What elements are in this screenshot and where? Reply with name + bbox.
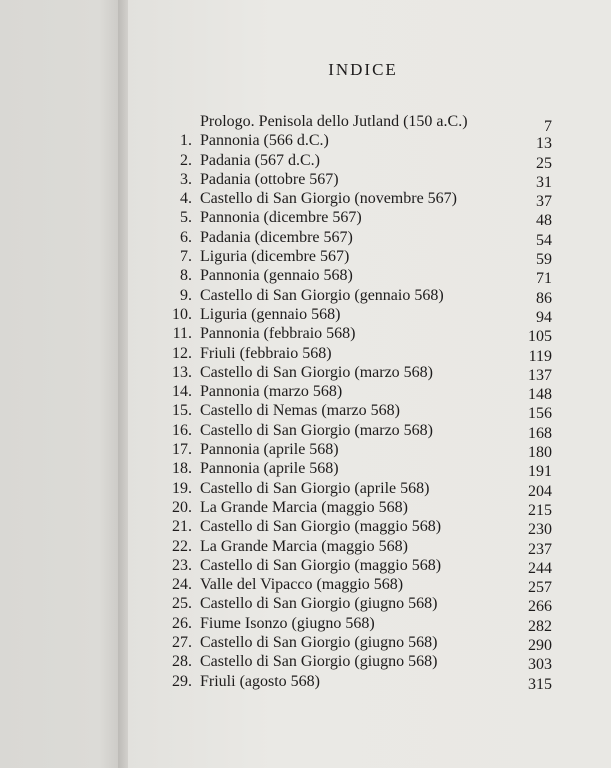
chapter-title: Liguria (gennaio 568) — [200, 305, 341, 323]
page-number: 156 — [528, 405, 552, 423]
toc-entry — [160, 344, 560, 363]
toc-entry — [160, 556, 560, 575]
chapter-number: 13. — [172, 363, 192, 381]
chapter-number: 26. — [172, 614, 192, 632]
chapter-title: Castello di San Giorgio (aprile 568) — [200, 479, 430, 497]
chapter-title: La Grande Marcia (maggio 568) — [200, 498, 408, 516]
toc-entry — [160, 189, 560, 211]
chapter-number: 2. — [180, 151, 192, 169]
chapter-number: 29. — [172, 672, 192, 690]
page-number: 25 — [536, 154, 552, 172]
page-number: 237 — [528, 540, 552, 558]
toc-entry — [160, 266, 560, 288]
toc-entry — [160, 305, 560, 324]
chapter-number: 15. — [172, 402, 192, 420]
chapter-number: 10. — [172, 305, 192, 323]
toc-entry — [160, 440, 560, 462]
chapter-title: Pannonia (marzo 568) — [200, 383, 343, 401]
toc-entry — [160, 401, 560, 423]
toc-entry — [160, 672, 560, 691]
page-number: 315 — [528, 675, 552, 693]
book-gutter — [118, 0, 128, 768]
chapter-title: Prologo. Penisola dello Jutland (150 a.C.) — [200, 113, 468, 130]
page-number: 13 — [536, 135, 552, 153]
chapter-number: 6. — [180, 228, 192, 246]
page-number: 7 — [544, 118, 552, 135]
toc-entry — [160, 324, 560, 346]
toc-entry — [160, 131, 560, 153]
chapter-title: Castello di San Giorgio (maggio 568) — [200, 518, 442, 536]
page-number: 168 — [528, 424, 552, 442]
chapter-title: Padania (ottobre 567) — [200, 170, 339, 188]
page-number: 215 — [528, 501, 552, 519]
chapter-number: 18. — [172, 460, 192, 478]
toc-entry — [160, 537, 560, 556]
toc-entry — [160, 498, 560, 517]
page-number: 191 — [528, 463, 552, 481]
toc-entry — [160, 652, 560, 674]
chapter-number: 11. — [172, 325, 192, 343]
chapter-number: 16. — [172, 421, 192, 439]
page-number: 137 — [528, 366, 552, 384]
page-number: 257 — [528, 579, 552, 597]
toc-entry — [160, 421, 560, 440]
left-page — [0, 0, 124, 768]
chapter-number: 3. — [180, 170, 192, 188]
chapter-number: 24. — [172, 576, 192, 594]
page-number: 71 — [536, 270, 552, 288]
chapter-title: Fiume Isonzo (giugno 568) — [200, 614, 375, 632]
chapter-title: Padania (dicembre 567) — [200, 228, 353, 246]
toc-entry — [160, 382, 560, 404]
chapter-title: Pannonia (dicembre 567) — [200, 209, 362, 227]
chapter-number: 9. — [180, 286, 192, 304]
page-title: INDICE — [328, 60, 398, 79]
page-number: 86 — [536, 289, 552, 307]
table-of-contents — [160, 112, 560, 691]
page-number: 266 — [528, 598, 552, 616]
page-number: 31 — [536, 173, 552, 191]
chapter-number: 20. — [172, 498, 192, 516]
page-number: 303 — [528, 656, 552, 674]
page-number: 204 — [528, 482, 552, 500]
page-number: 244 — [528, 559, 552, 577]
chapter-number: 22. — [172, 537, 192, 555]
page-number: 94 — [536, 308, 552, 326]
chapter-number: 17. — [172, 441, 192, 459]
chapter-title: Padania (567 d.C.) — [200, 151, 320, 169]
toc-entry — [160, 479, 560, 498]
chapter-number: 8. — [180, 267, 192, 285]
chapter-title: Pannonia (566 d.C.) — [200, 132, 329, 150]
toc-entry — [160, 575, 560, 597]
chapter-title: Castello di San Giorgio (giugno 568) — [200, 634, 438, 652]
chapter-title: Castello di San Giorgio (novembre 567) — [200, 190, 457, 208]
chapter-number: 21. — [172, 518, 192, 536]
chapter-number: 12. — [172, 344, 192, 362]
toc-entry — [160, 247, 560, 269]
toc-entry — [160, 633, 560, 655]
chapter-title: Castello di San Giorgio (marzo 568) — [200, 363, 433, 381]
toc-entry — [160, 517, 560, 539]
chapter-title: Liguria (dicembre 567) — [200, 248, 350, 266]
chapter-number: 23. — [172, 556, 192, 574]
page-number: 59 — [536, 251, 552, 269]
toc-entry — [160, 286, 560, 305]
page-number: 105 — [528, 328, 552, 346]
chapter-number: 25. — [172, 595, 192, 613]
toc-entry — [160, 208, 560, 230]
page-number: 37 — [536, 193, 552, 211]
chapter-title: Pannonia (gennaio 568) — [200, 267, 353, 285]
chapter-title: Friuli (febbraio 568) — [200, 344, 332, 362]
page-number: 148 — [528, 386, 552, 404]
toc-entry-prologue — [160, 112, 560, 135]
page-number: 282 — [528, 617, 552, 635]
chapter-number: 4. — [180, 190, 192, 208]
chapter-title: Castello di San Giorgio (giugno 568) — [200, 595, 438, 613]
chapter-title: Pannonia (aprile 568) — [200, 441, 339, 459]
chapter-number: 19. — [172, 479, 192, 497]
toc-entry — [160, 363, 560, 382]
chapter-number: 27. — [172, 634, 192, 652]
page-number: 180 — [528, 444, 552, 462]
page-number: 54 — [536, 231, 552, 249]
chapter-title: Pannonia (aprile 568) — [200, 460, 339, 478]
toc-entry — [160, 228, 560, 247]
page-number: 48 — [536, 212, 552, 230]
toc-entry — [160, 594, 560, 616]
chapter-title: Pannonia (febbraio 568) — [200, 325, 356, 343]
chapter-number: 14. — [172, 383, 192, 401]
chapter-title: Castello di San Giorgio (marzo 568) — [200, 421, 433, 439]
toc-entry — [160, 151, 560, 170]
chapter-title: Friuli (agosto 568) — [200, 672, 320, 690]
chapter-number: 5. — [180, 209, 192, 227]
toc-entry — [160, 170, 560, 189]
page-number: 290 — [528, 637, 552, 655]
chapter-title: Castello di San Giorgio (giugno 568) — [200, 653, 438, 671]
chapter-number: 1. — [180, 132, 192, 150]
chapter-title: Castello di San Giorgio (gennaio 568) — [200, 286, 444, 304]
chapter-title: Castello di San Giorgio (maggio 568) — [200, 556, 442, 574]
chapter-title: La Grande Marcia (maggio 568) — [200, 537, 408, 555]
chapter-title: Castello di Nemas (marzo 568) — [200, 402, 400, 420]
toc-entry — [160, 614, 560, 633]
chapter-title: Valle del Vipacco (maggio 568) — [200, 576, 404, 594]
page-number: 230 — [528, 521, 552, 539]
chapter-number: 28. — [172, 653, 192, 671]
toc-entry — [160, 459, 560, 481]
page-number: 119 — [528, 347, 552, 365]
chapter-number: 7. — [180, 248, 192, 266]
